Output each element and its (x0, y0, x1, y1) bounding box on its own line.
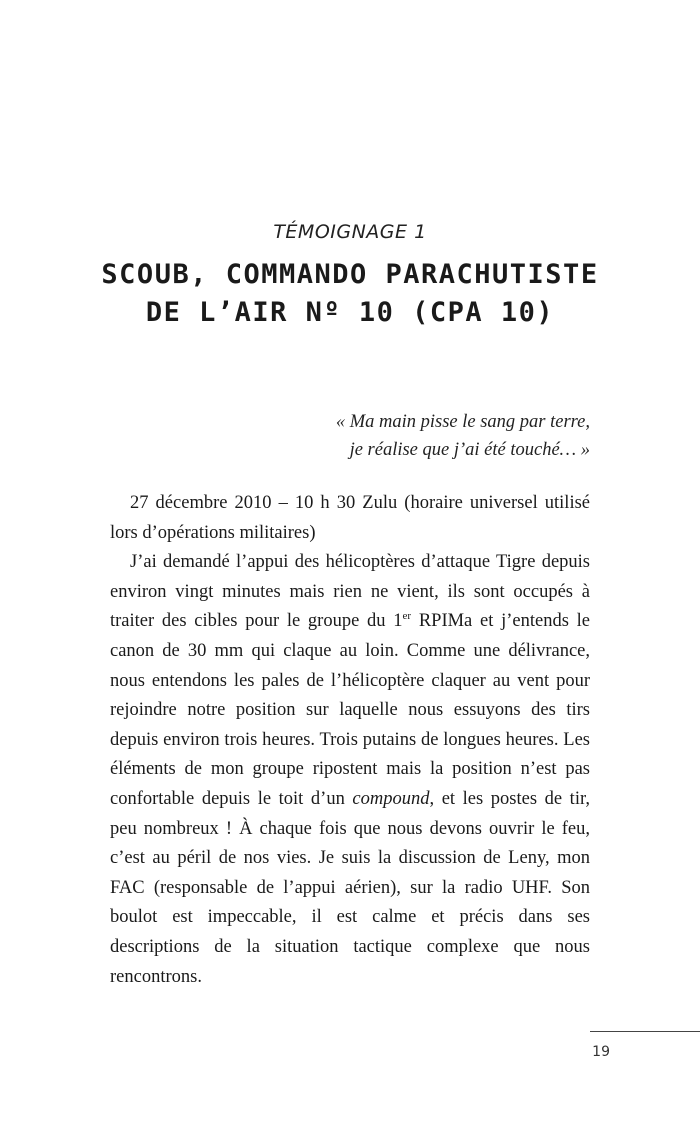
body-paragraph-2-part-c: , et les postes de tir, peu nombreux ! À chaque fois que nous devons ouvrir le feu, c’est au péril de nos vies. Je suis la discussion de Leny, mon FAC (responsable de l’appui aérien), sur la radio UHF. Son boulot est impeccable, il est calme et précis dans ses descriptions de la situation tactique complexe que nous rencontrons. (110, 788, 591, 987)
epigraph-line-1: « Ma main pisse le sang par terre, (335, 412, 590, 432)
footer-rule (590, 1031, 700, 1032)
chapter-title-line-2: DE L’AIR Nº 10 (CPA 10) (145, 297, 555, 328)
page-number: 19 (592, 1044, 610, 1060)
body-text (110, 489, 590, 992)
epigraph-quote (170, 408, 590, 464)
body-paragraph-1: 27 décembre 2010 – 10 h 30 Zulu (horaire universel utilisé lors d’opérations militaires) (110, 493, 590, 543)
body-paragraph-2-part-a: J’ai demandé l’appui des hélicoptères d’attaque Tigre depuis environ vingt minutes mais rien ne vient, ils sont occupés à traiter des cibles pour le groupe du 1 (110, 552, 590, 632)
chapter-kicker: TÉMOIGNAGE 1 (273, 221, 427, 243)
body-paragraph-2 (110, 548, 590, 992)
italic-term: compound (352, 788, 430, 809)
chapter-title (0, 256, 700, 332)
chapter-title-line-1: SCOUB, COMMANDO PARACHUTISTE (101, 259, 599, 290)
body-paragraph-2-part-b: RPIMa et j’entends le canon de 30 mm qui claque au loin. Comme une délivrance, nous entendons les pales de l’hélicoptère claquer au vent pour rejoindre notre position sur laquelle nous essuyons des tirs depuis environ trois heures. Trois putains de longues heures. Les éléments de mon groupe ripostent mais la position n’est pas confortable depuis le toit d’un (110, 611, 590, 809)
epigraph-line-2: je réalise que j’ai été touché… » (349, 440, 590, 460)
ordinal-superscript: er (402, 610, 412, 623)
